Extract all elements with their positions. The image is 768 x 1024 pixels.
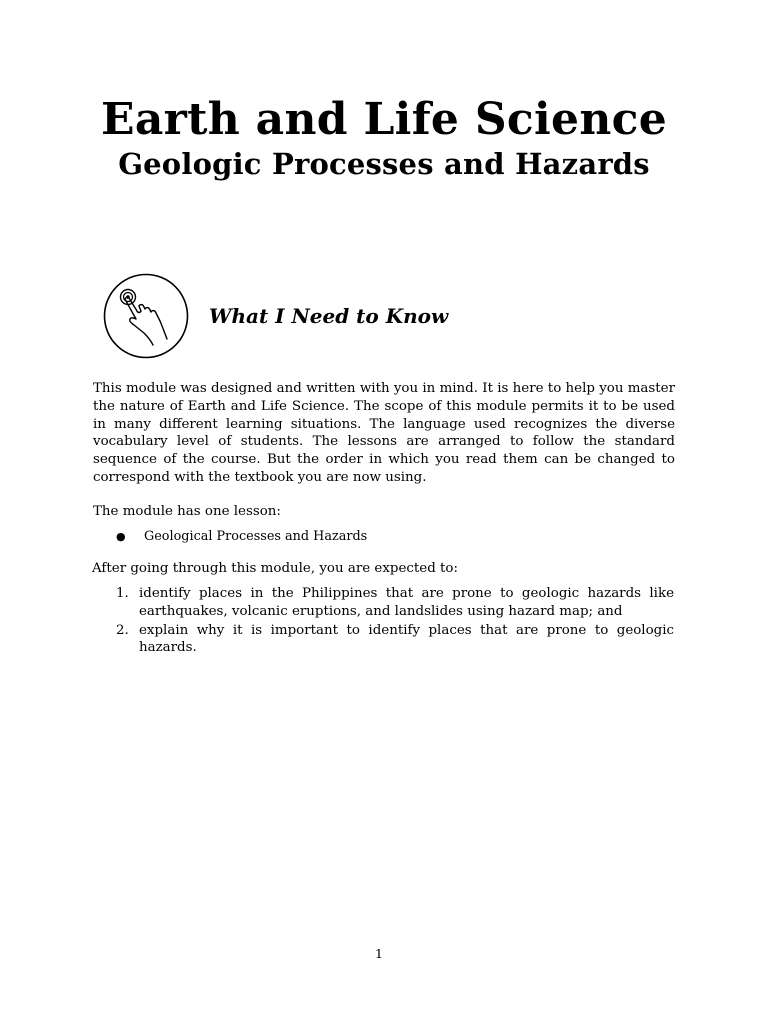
bullet-marker: ● xyxy=(116,530,126,543)
list-item xyxy=(116,622,674,658)
objective-text: identify places in the Philippines that are prone to geologic hazards like earthquakes, volcanic eruptions, and landslides using hazard map; and xyxy=(139,586,674,619)
page-number: 1 xyxy=(375,946,383,961)
list-item xyxy=(116,528,656,546)
list-item xyxy=(116,585,674,621)
lesson-intro: The module has one lesson: xyxy=(93,504,281,519)
objectives-list xyxy=(116,585,674,658)
finger-tap-icon xyxy=(103,273,189,359)
intro-paragraph: This module was designed and written with you in mind. It is here to help you master the nature of Earth and Life Science. The scope of this module permits it to be used in many different learning situations. The language used recognizes the diverse vocabulary level of students. The lessons are arranged to follow the standard sequence of the course. But the order in which you read them can be changed to correspond with the textbook you are now using. xyxy=(93,381,675,485)
item-number: 1. xyxy=(116,586,129,601)
item-number: 2. xyxy=(116,622,129,638)
objective-text: explain why it is important to identify places that are prone to geologic hazards. xyxy=(139,622,674,656)
lesson-list xyxy=(116,528,656,546)
document-title: Earth and Life Science xyxy=(101,94,667,145)
section-heading: What I Need to Know xyxy=(209,304,449,328)
objectives-intro: After going through this module, you are expected to: xyxy=(92,561,458,576)
document-subtitle: Geologic Processes and Hazards xyxy=(118,147,650,181)
lesson-label: Geological Processes and Hazards xyxy=(144,529,368,544)
